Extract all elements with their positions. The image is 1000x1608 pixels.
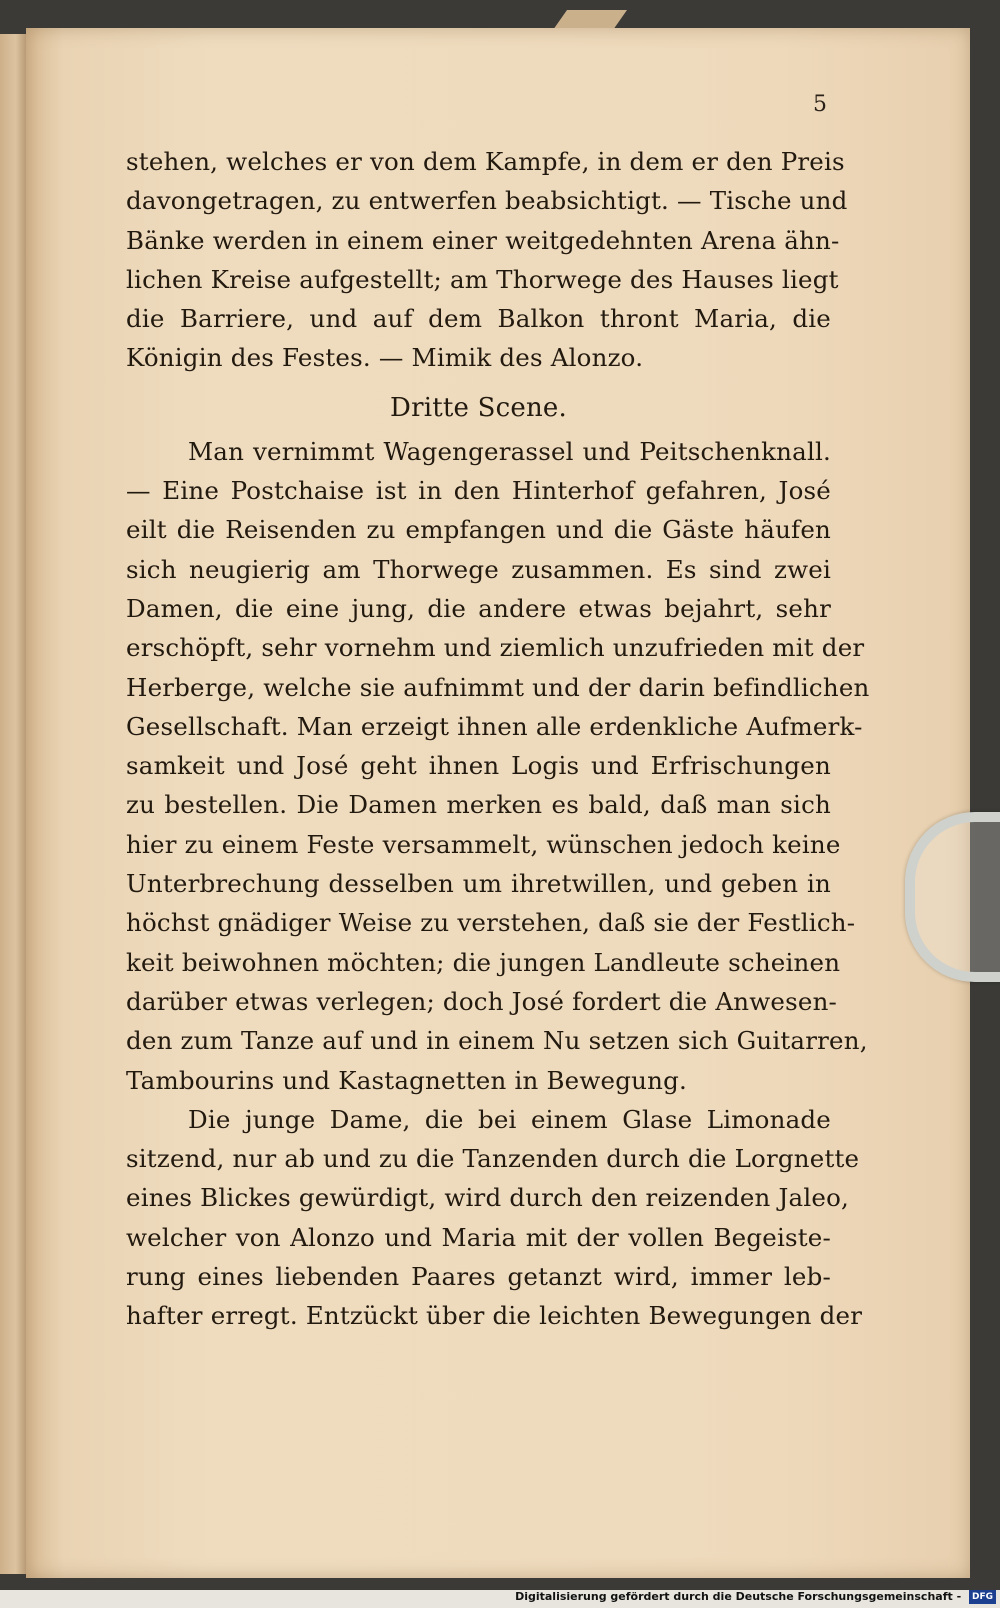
- text-line: welcher von Alonzo und Maria mit der vollen Begeiste-: [126, 1222, 831, 1252]
- text-line: Gesellschaft. Man erzeigt ihnen alle erdenkliche Aufmerk-: [126, 711, 863, 741]
- page-number: 5: [813, 92, 827, 117]
- text-line: die Barriere, und auf dem Balkon thront Maria, die: [126, 304, 831, 334]
- text-line: eines Blickes gewürdigt, wird durch den reizenden Jaleo,: [126, 1183, 850, 1213]
- text-line: eilt die Reisenden zu empfangen und die Gäste häufen: [126, 515, 831, 545]
- text-line: sich neugierig am Thorwege zusammen. Es sind zwei: [126, 554, 831, 584]
- page-text: [126, 142, 870, 1336]
- text-line: darüber etwas verlegen; doch José fordert die Anwesen-: [126, 986, 838, 1016]
- paragraph-1: [126, 142, 848, 378]
- text-line: zu bestellen. Die Damen merken es bald, daß man sich: [126, 790, 831, 820]
- text-line: hafter erregt. Entzückt über die leichten Bewegungen der: [126, 1301, 863, 1331]
- text-line: Tambourins und Kastagnetten in Bewegung.: [126, 1065, 687, 1095]
- digitization-footer: [515, 1588, 996, 1606]
- paragraph-2: [126, 432, 870, 1100]
- text-line: Unterbrechung desselben um ihretwillen, und geben in: [126, 869, 831, 899]
- text-line: Man vernimmt Wagengerassel und Peitschenknall.: [188, 436, 831, 466]
- text-line: — Eine Postchaise ist in den Hinterhof gefahren, José: [126, 476, 831, 506]
- dfg-logo: DFG: [969, 1590, 996, 1604]
- text-line: sitzend, nur ab und zu die Tanzenden durch die Lorgnette: [126, 1144, 860, 1174]
- text-line: keit beiwohnen möchten; die jungen Landleute scheinen: [126, 947, 841, 977]
- text-line: erschöpft, sehr vornehm und ziemlich unzufrieden mit der: [126, 633, 865, 663]
- text-line: den zum Tanze auf und in einem Nu setzen sich Guitarren,: [126, 1026, 868, 1056]
- text-line: davongetragen, zu entwerfen beabsichtigt. — Tische und: [126, 186, 848, 216]
- text-line: Die junge Dame, die bei einem Glase Limonade: [188, 1104, 831, 1134]
- text-line: rung eines liebenden Paares getanzt wird, immer leb-: [126, 1262, 831, 1292]
- text-line: Damen, die eine jung, die andere etwas bejahrt, sehr: [126, 593, 831, 623]
- footer-text: Digitalisierung gefördert durch die Deutsche Forschungsgemeinschaft -: [515, 1590, 962, 1603]
- text-line: lichen Kreise aufgestellt; am Thorwege des Hauses liegt: [126, 264, 839, 294]
- text-line: stehen, welches er von dem Kampfe, in dem er den Preis: [126, 147, 845, 176]
- text-line: Bänke werden in einem einer weitgedehnten Arena ähn-: [126, 225, 840, 255]
- scene-heading: Dritte Scene.: [390, 392, 567, 423]
- text-line: höchst gnädiger Weise zu verstehen, daß sie der Festlich-: [126, 908, 856, 938]
- text-line: Herberge, welche sie aufnimmt und der darin befindlichen: [126, 672, 870, 702]
- text-line: hier zu einem Feste versammelt, wünschen jedoch keine: [126, 829, 841, 859]
- previous-page-edge: [0, 34, 26, 1574]
- paragraph-3: [126, 1100, 863, 1336]
- text-line: samkeit und José geht ihnen Logis und Erfrischungen: [126, 751, 831, 781]
- text-line: Königin des Festes. — Mimik des Alonzo.: [126, 343, 644, 373]
